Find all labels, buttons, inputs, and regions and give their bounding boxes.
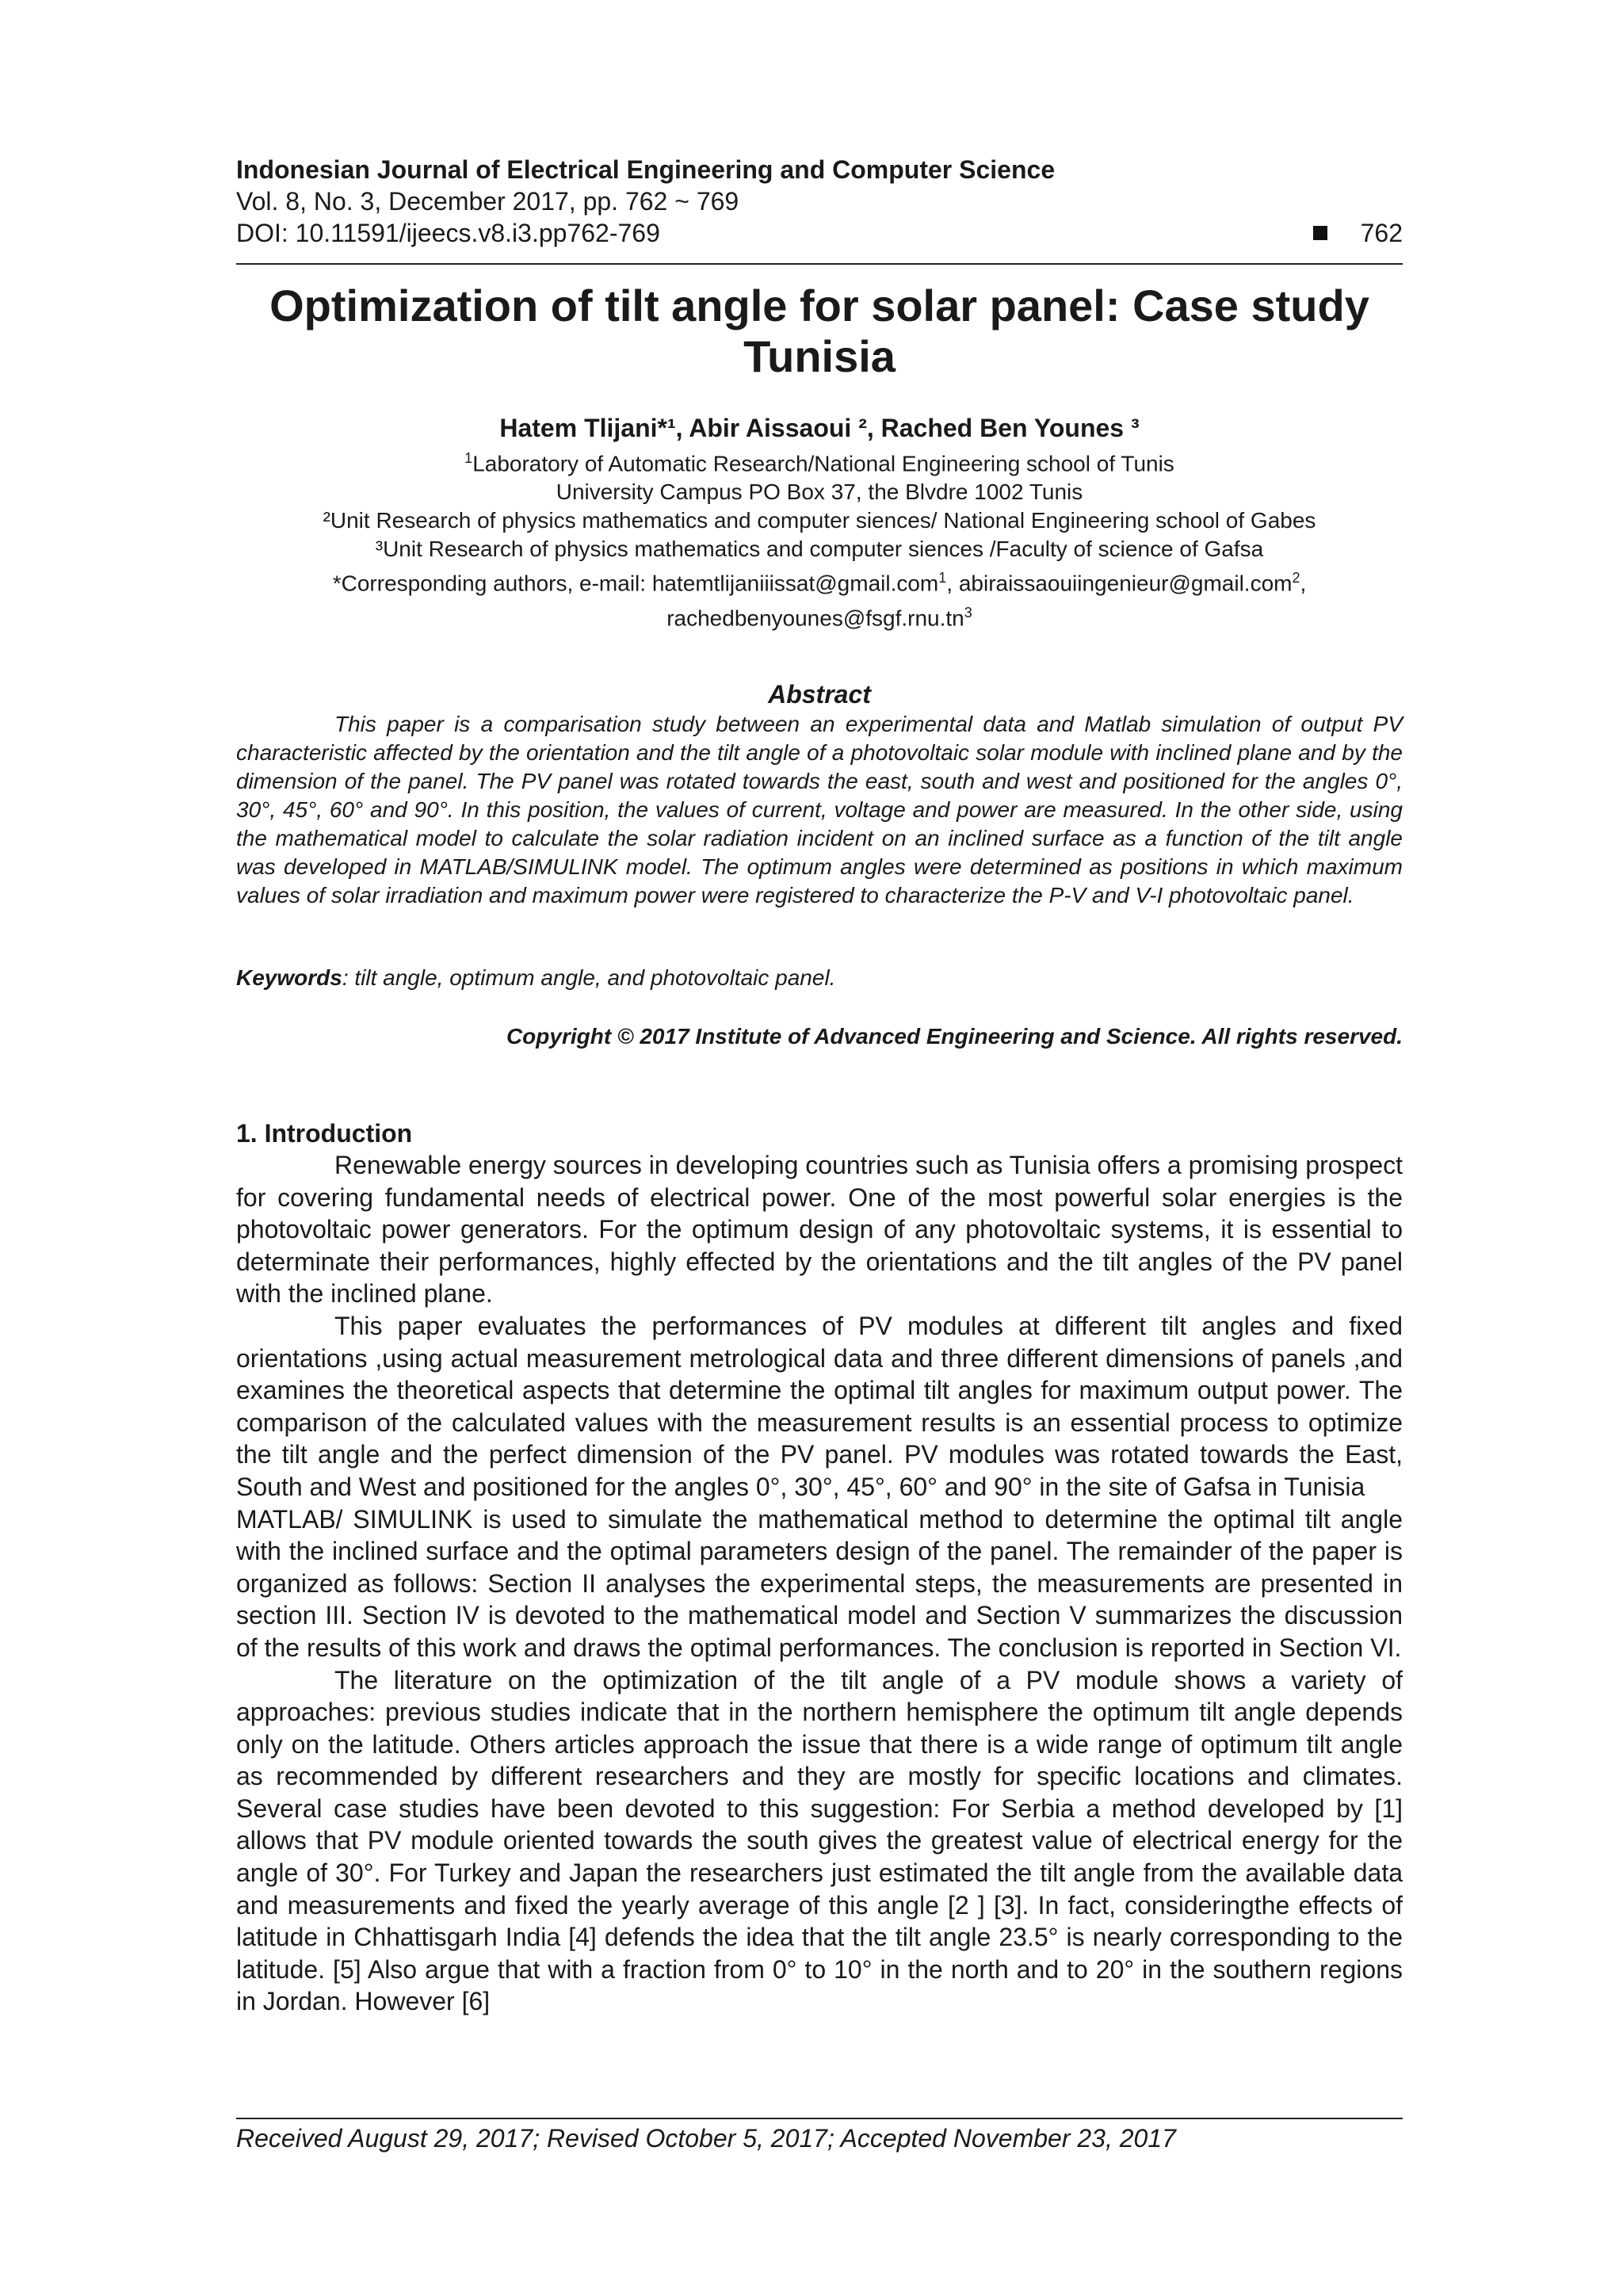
- affiliations: [236, 444, 1403, 632]
- doi-row: [236, 217, 1403, 249]
- affiliation-1-address: University Campus PO Box 37, the Blvdre 1002 Tunis: [556, 479, 1083, 505]
- page-number: [1313, 217, 1403, 249]
- journal-header: [236, 154, 1403, 249]
- intro-paragraph: The literature on the optimization of the tilt angle of a PV module shows a variety of approaches: previous studies indicate that in the northern hemisphere the optimum tilt angle depends only on the latitude. Others articles approach the issue that there is a wide range of optimum tilt angle as recommended by different researchers and they are mostly for specific locations and climates. Several case studies have been devoted to this suggestion: For Serbia a method developed by [1] allows that PV module oriented towards the south gives the greatest value of electrical energy for the angle of 30°. For Turkey and Japan the researchers just estimated the tilt angle from the available data and measurements and fixed the yearly average of this angle [2 ] [3]. In fact, consideringthe effects of latitude in Chhattisgarh India [4] defends the idea that the tilt angle 23.5° is nearly corresponding to the latitude. [5] Also argue that with a fraction from 0° to 10° in the north and to 20° in the southern regions in Jordan. However [6]: [236, 1665, 1403, 2016]
- header-divider: [236, 263, 1403, 265]
- affiliation-1: $^1$Laboratory of Automatic Research/National Engineering school of Tunis: [464, 450, 1174, 476]
- keywords: [236, 964, 1403, 992]
- square-bullet-icon: [1313, 226, 1327, 240]
- section-heading-introduction: 1. Introduction: [236, 1119, 413, 1148]
- keywords-label: Keywords: [236, 965, 342, 990]
- footer-divider: [236, 2118, 1403, 2119]
- abstract-text: This paper is a comparisation study between an experimental data and Matlab simulation of output PV characteristic affected by the orientation and the tilt angle of a photovoltaic solar module with inclined plane and by the dimension of the panel. The PV panel was rotated towards the east, south and west and positioned for the angles 0°, 30°, 45°, 60° and 90°. In this position, the values of current, voltage and power are measured. In the other side, using the mathematical model to calculate the solar radiation incident on an inclined surface as a function of the tilt angle was developed in MATLAB/SIMULINK model. The optimum angles were determined as positions in which maximum values of solar irradiation and maximum power were registered to characterize the P-V and V-I photovoltaic panel.: [236, 712, 1403, 907]
- author-list: Hatem Tlijani*¹, Abir Aissaoui ², Rached Ben Younes ³: [499, 414, 1140, 442]
- intro-paragraph: MATLAB/ SIMULINK is used to simulate the mathematical method to determine the optimal tilt angle with the inclined surface and the optimal parameters design of the panel. The remainder of the paper is organized as follows: Section II analyses the experimental steps, the measurements are presented in section III. Section IV is devoted to the mathematical model and Section V summarizes the discussion of the results of this work and draws the optimal performances. The conclusion is reported in Section VI.: [236, 1504, 1403, 1662]
- page-number-text: 762: [1360, 219, 1403, 247]
- journal-name: Indonesian Journal of Electrical Engineering and Computer Science: [236, 155, 1056, 184]
- introduction-body: [236, 1149, 1403, 2018]
- affiliation-3: ³Unit Research of physics mathematics and computer siences /Faculty of science of Gafsa: [375, 537, 1264, 562]
- corresponding-email-3: $rachedbenyounes@fsgf.rnu.tn^3$: [666, 604, 972, 630]
- keywords-text: : tilt angle, optimum angle, and photovoltaic panel.: [342, 965, 836, 990]
- paper-title: Optimization of tilt angle for solar panel: Case study Tunisia: [269, 281, 1369, 381]
- intro-paragraph: This paper evaluates the performances of PV modules at different tilt angles and fixed orientations ,using actual measurement metrological data and three different dimensions of panels ,and examines the theoretical aspects that determine the optimal tilt angles for maximum output power. The comparison of the calculated values with the measurement results is an essential process to optimize the tilt angle and the perfect dimension of the PV panel. PV modules was rotated towards the East, South and West and positioned for the angles 0°, 30°, 45°, 60° and 90° in the site of Gafsa in Tunisia: [236, 1311, 1403, 1501]
- corresponding-authors: *Corresponding authors, e-mail: hatemtlijaniiissat@gmail.com$^1$, abiraissaouiingenieur@gmail.com$^2$,: [332, 570, 1307, 596]
- received-dates-footer: Received August 29, 2017; Revised October 5, 2017; Accepted November 23, 2017: [236, 2124, 1176, 2153]
- abstract-heading: Abstract: [768, 680, 871, 709]
- journal-doi: DOI: 10.11591/ijeecs.v8.i3.pp762-769: [236, 219, 660, 247]
- intro-paragraph: Renewable energy sources in developing countries such as Tunisia offers a promising prospect for covering fundamental needs of electrical power. One of the most powerful solar energies is the photovoltaic power generators. For the optimum design of any photovoltaic systems, it is essential to determinate their performances, highly effected by the orientations and the tilt angles of the PV panel with the inclined plane.: [236, 1151, 1403, 1308]
- affiliation-2: ²Unit Research of physics mathematics and computer siences/ National Engineering school of Gabes: [323, 508, 1316, 533]
- copyright-notice: Copyright © 2017 Institute of Advanced Engineering and Science. All rights reserved.: [506, 1024, 1403, 1049]
- journal-volume: Vol. 8, No. 3, December 2017, pp. 762 ~ 769: [236, 187, 739, 216]
